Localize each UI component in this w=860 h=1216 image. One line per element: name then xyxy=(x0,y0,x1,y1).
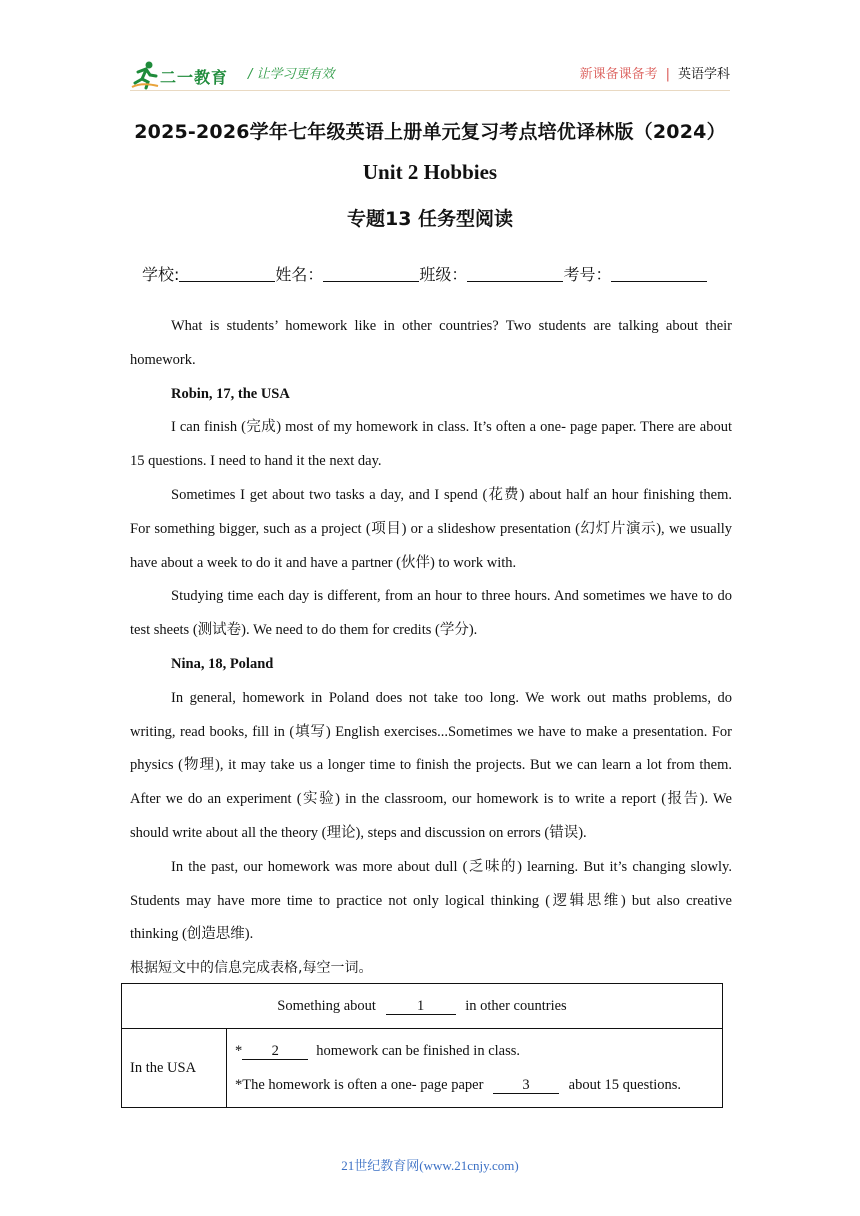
task-table xyxy=(121,983,723,1108)
usa-line-1 xyxy=(235,1034,714,1068)
robin-paragraph-3: Studying time each day is different, from an hour to three hours. And sometimes we have to do test sheets (测试卷). We need to do them for credits (学分). xyxy=(130,588,732,639)
footer-source: 21世纪教育网(www.21cnjy.com) xyxy=(341,1158,519,1173)
class-blank[interactable] xyxy=(467,265,563,282)
header-divider xyxy=(130,90,730,91)
speaker-heading-robin: Robin, 17, the USA xyxy=(171,385,290,402)
slogan: / 让学习更有效 xyxy=(248,67,335,82)
speaker-heading-nina: Nina, 18, Poland xyxy=(171,655,274,672)
class-label: 班级： xyxy=(419,265,468,284)
name-label: 姓名： xyxy=(275,265,324,284)
school-label: 学校: xyxy=(142,265,180,284)
unit-title: Unit 2 Hobbies xyxy=(362,160,498,184)
table-row xyxy=(122,1029,723,1108)
reading-passage xyxy=(130,310,732,986)
answer-blank-3[interactable]: 3 xyxy=(493,1077,559,1094)
usa-line-1-text: homework can be finished in class. xyxy=(316,1043,521,1059)
row-content-usa xyxy=(227,1029,723,1108)
table-header-cell xyxy=(122,984,723,1029)
runner-logo-icon xyxy=(130,60,160,90)
usa-line-2-text: *The homework is often a one- page paper xyxy=(235,1077,484,1093)
logo-text: 二一教育 xyxy=(160,68,229,87)
task-instruction: 根据短文中的信息完成表格,每空一词。 xyxy=(130,960,373,977)
usa-line-2 xyxy=(235,1068,714,1102)
row-label-usa: In the USA xyxy=(122,1029,227,1108)
nina-paragraph-2: In the past, our homework was more about dull (乏味的) learning. But it’s changing slowly. Students may have more time to practice not only logical thinking (逻辑思维) but also creative thinking (创造思维). xyxy=(130,858,732,943)
bullet-1: * xyxy=(235,1043,243,1059)
document-title: 2025-2026学年七年级英语上册单元复习考点培优译林版（2024） xyxy=(134,121,726,143)
answer-blank-2[interactable]: 2 xyxy=(242,1043,308,1060)
header-right xyxy=(580,63,730,82)
usa-line-2-tail: about 15 questions. xyxy=(568,1077,682,1093)
robin-paragraph-1: I can finish (完成) most of my homework in class. It’s often a one- page paper. There are about 15 questions. I need to hand it the next day. xyxy=(130,419,732,470)
exam-number-label: 考号： xyxy=(563,265,612,284)
student-info-row xyxy=(142,262,742,285)
header-text-after: in other countries xyxy=(465,997,567,1014)
school-blank[interactable] xyxy=(179,265,275,282)
intro-paragraph: What is students’ homework like in other countries? Two students are talking about their homework. xyxy=(130,318,732,368)
header-text-before: Something about xyxy=(277,997,376,1014)
robin-paragraph-2: Sometimes I get about two tasks a day, and I spend (花费) about half an hour finishing them. For something bigger, such as a project (项目) or a slideshow presentation (幻灯片演示), we usually have about a week to do it and have a partner (伙伴) to work with. xyxy=(130,486,732,571)
page-header xyxy=(130,58,730,92)
name-blank[interactable] xyxy=(323,265,419,282)
exam-number-blank[interactable] xyxy=(611,265,707,282)
header-subject: 英语学科 xyxy=(677,67,730,82)
topic-title: 专题13 任务型阅读 xyxy=(346,208,514,230)
logo xyxy=(130,58,245,90)
table-header-row xyxy=(122,984,723,1029)
header-separator: | xyxy=(665,67,670,82)
answer-blank-1[interactable]: 1 xyxy=(386,998,456,1015)
header-tagline: 新课备课备考 xyxy=(579,67,658,82)
nina-paragraph-1: In general, homework in Poland does not take too long. We work out maths problems, do writing, read books, fill in (填写) English exercises...Sometimes we have to make a presentation. For physics (物理), it may take us a longer time to finish the projects. But we can learn a lot from them. After we do an experiment (实验) in the classroom, our homework is to write a report (报告). We should write about all the theory (理论), steps and discussion on errors (错误). xyxy=(130,689,732,841)
